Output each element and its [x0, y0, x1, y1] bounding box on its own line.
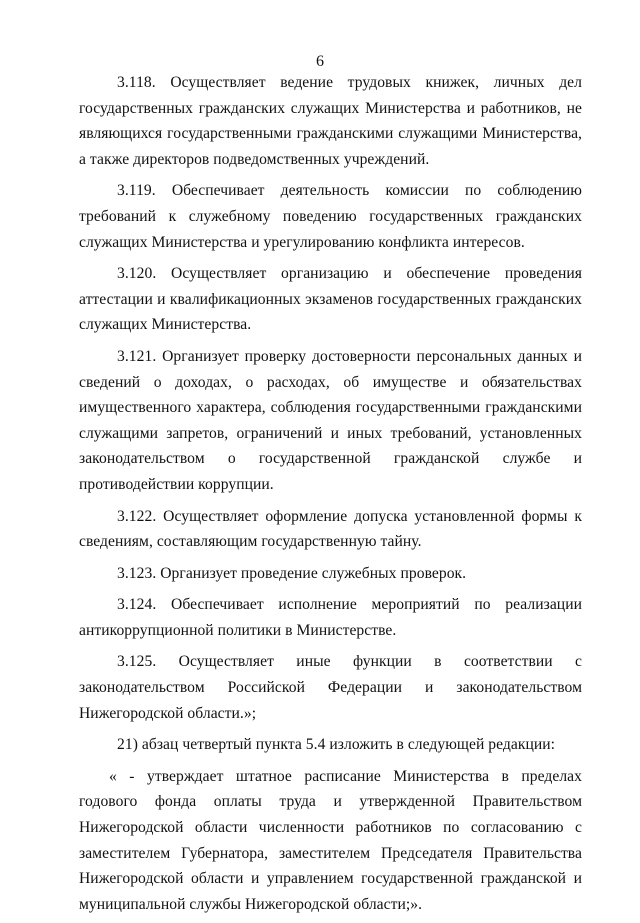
page-number: 6 [316, 53, 324, 70]
paragraph-3-121: 3.121. Организует проверку достоверности персональных данных и сведений о доходах, о расходах, об имуществе и обязательствах имущественного характера, соблюдения государственными гражданскими служащими запретов, ограничений и иных требований, установленных законодательством о государственной гражданской службе и противодействии коррупции. [79, 347, 582, 493]
paragraph-item-21: 21) абзац четвертый пункта 5.4 изложить в следующей редакции: [117, 736, 556, 754]
paragraph-3-118: 3.118. Осуществляет ведение трудовых книжек, личных дел государственных гражданских служащих Министерства и работников, не являющихся государственными гражданскими служащими Министерства, а также директоров подведомственных учреждений. [79, 74, 582, 168]
paragraph-3-122: 3.122. Осуществляет оформление допуска установленной формы к сведениям, составляющим государственную тайну. [79, 507, 582, 551]
paragraph-3-123: 3.123. Организует проведение служебных проверок. [117, 564, 467, 582]
paragraph-3-124: 3.124. Обеспечивает исполнение мероприятий по реализации антикоррупционной политики в Министерстве. [79, 596, 582, 639]
quoted-amendment: « - утверждает штатное расписание Министерства в пределах годового фонда оплаты труда и утвержденной Правительством Нижегородской области численности работников по согласованию с заместителем Губернатора, заместителем Председателя Правительства Нижегородской области и управлением государственной гражданской и муниципальной службы Нижегородской области;». [79, 767, 582, 913]
paragraph-3-125: 3.125. Осуществляет иные функции в соответствии с законодательством Российской Федерации и законодательством Нижегородской области.»; [79, 653, 582, 722]
document-body [79, 70, 582, 923]
paragraph-3-120: 3.120. Осуществляет организацию и обеспечение проведения аттестации и квалификационных экзаменов государственных гражданских служащих Министерства. [79, 265, 582, 334]
paragraph-3-119: 3.119. Обеспечивает деятельность комиссии по соблюдению требований к служебному поведению государственных гражданских служащих Министерства и урегулированию конфликта интересов. [79, 182, 582, 251]
